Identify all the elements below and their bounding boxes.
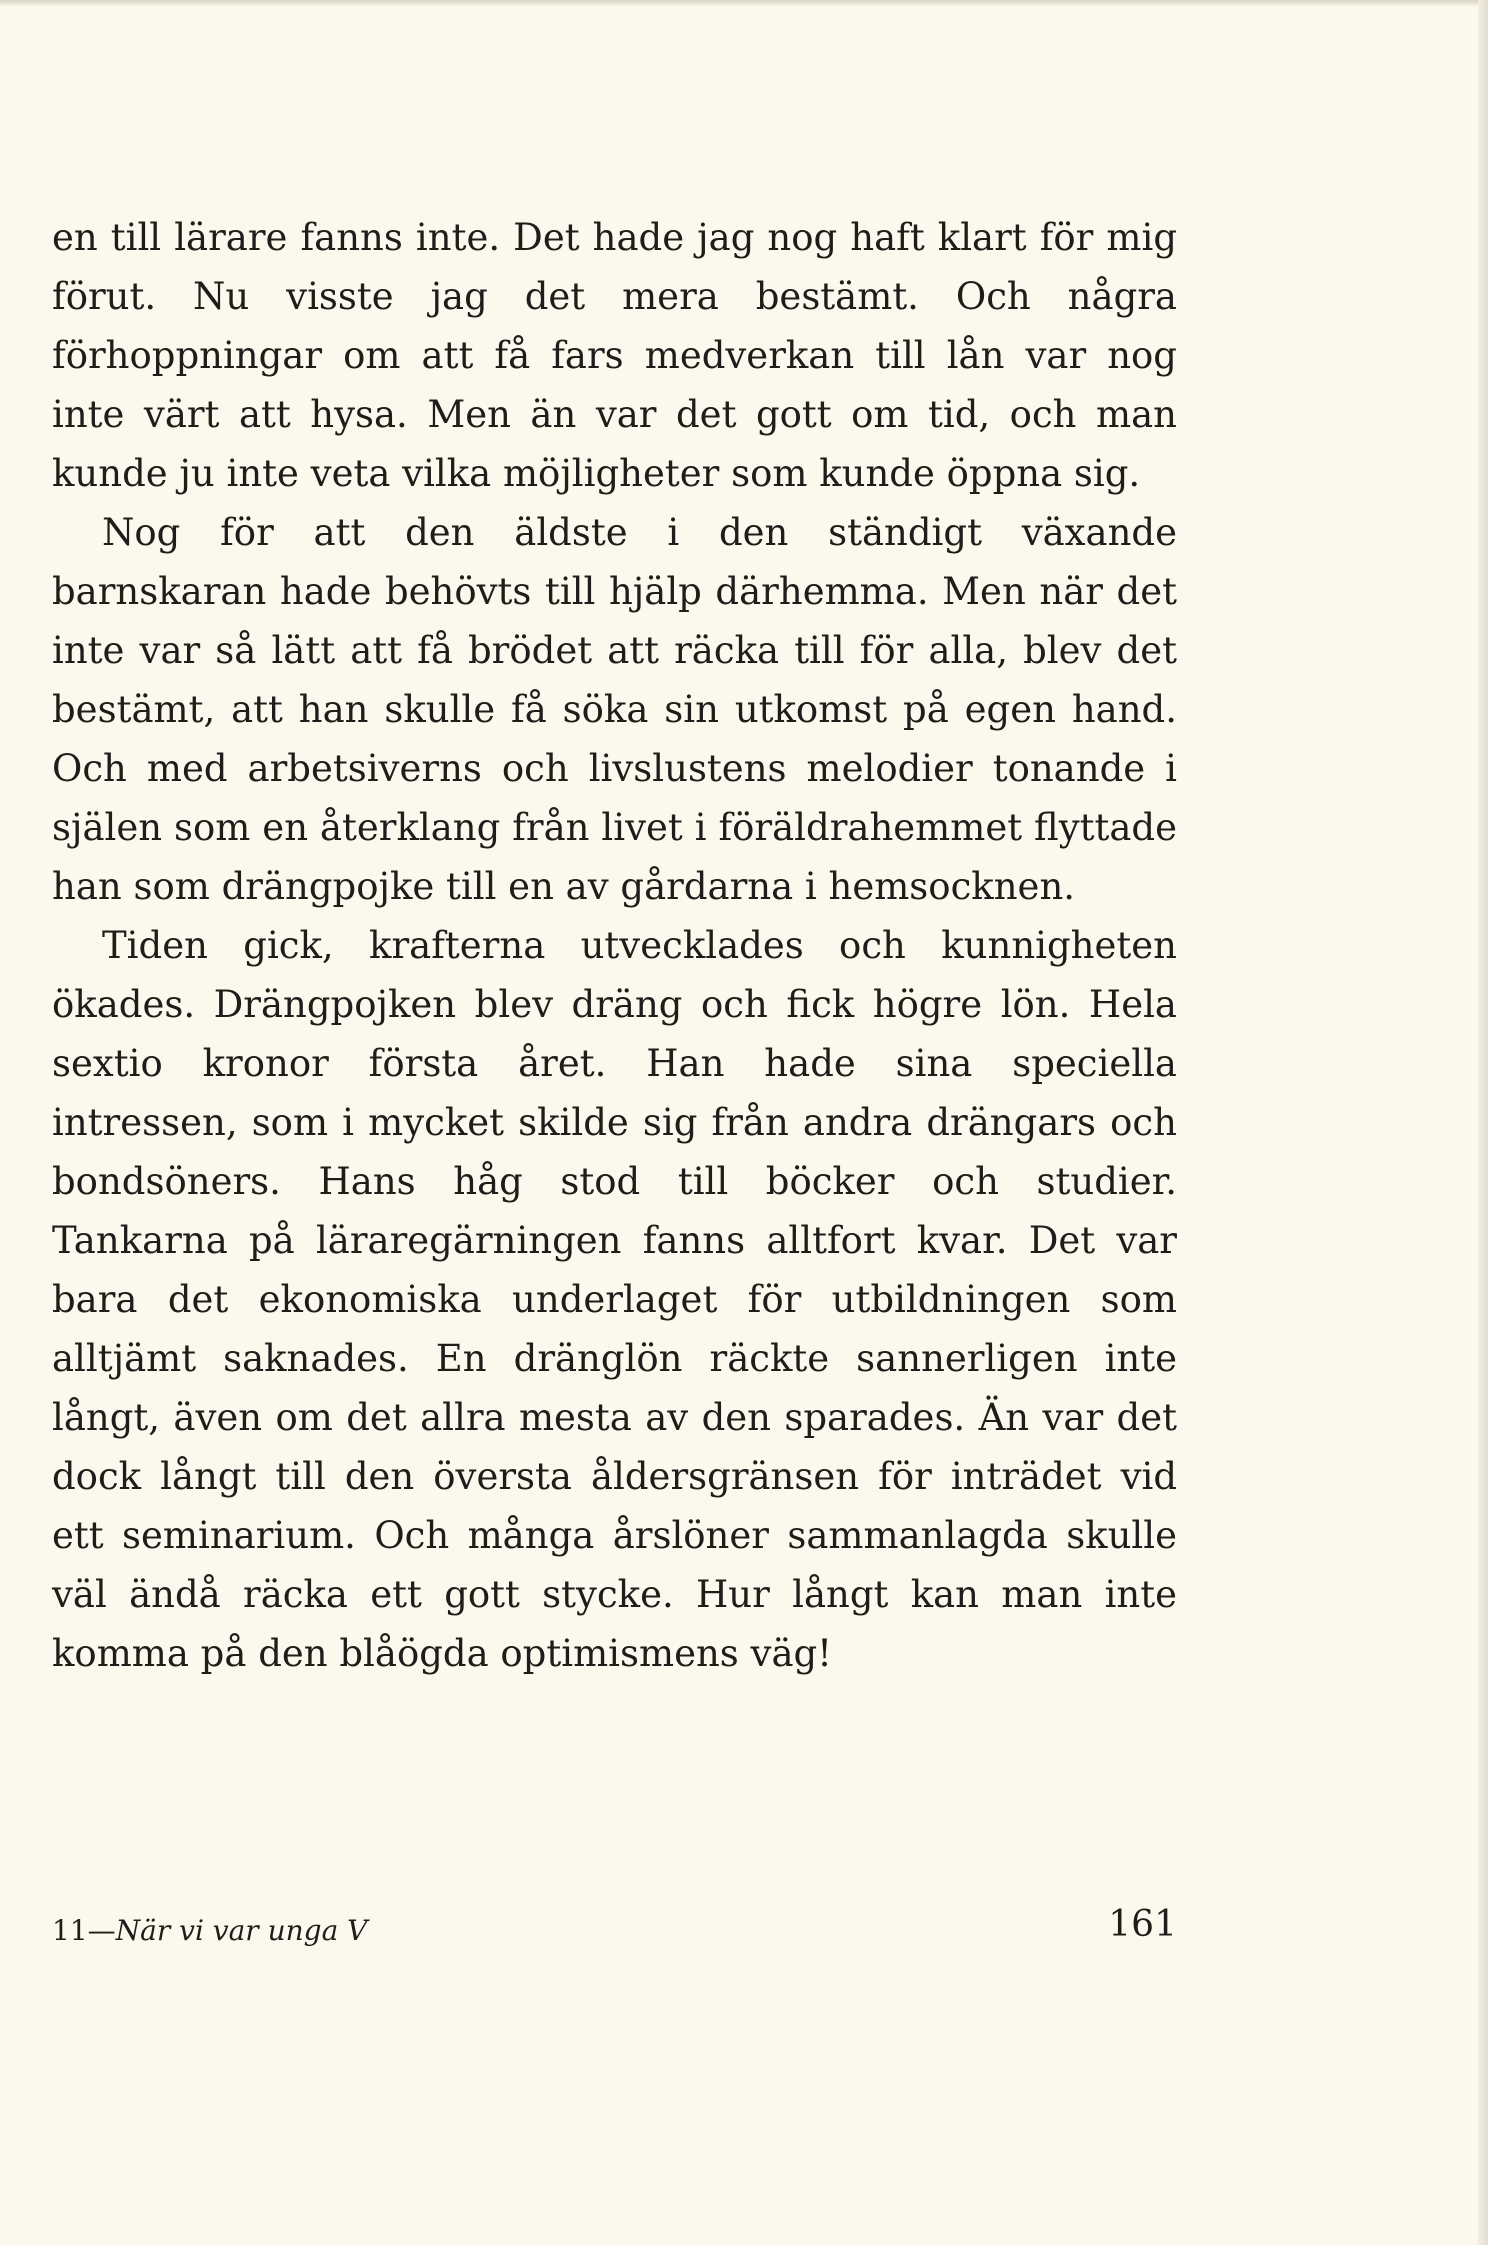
body-text — [52, 208, 1177, 1683]
footer-signature — [52, 1914, 367, 1947]
signature-number: 11— — [52, 1914, 116, 1947]
page-right-edge — [1478, 0, 1488, 2245]
page-number: 161 — [1108, 1904, 1177, 1945]
series-title: När vi var unga V — [115, 1914, 368, 1947]
page-footer — [52, 1904, 1177, 1954]
paragraph-2: Nog för att den äldste i den ständigt växande barnskaran hade behövts till hjälp därhemma. Men när det inte var så lätt att få brödet att räcka till för alla, blev det bestämt, att han skulle få söka sin utkomst på egen hand. Och med arbetsiverns och livslustens melodier tonande i själen som en återklang från livet i föräldrahemmet flyttade han som drängpojke till en av gårdarna i hemsocknen. — [52, 511, 1177, 908]
page-top-edge — [0, 0, 1488, 6]
paragraph-1: en till lärare fanns inte. Det hade jag nog haft klart för mig förut. Nu visste jag det mera bestämt. Och några förhoppningar om att få fars medverkan till lån var nog inte värt att hysa. Men än var det gott om tid, och man kunde ju inte veta vilka möjligheter som kunde öppna sig. — [52, 216, 1177, 495]
paragraph-3: Tiden gick, krafterna utvecklades och kunnigheten ökades. Drängpojken blev dräng och fick högre lön. Hela sextio kronor första året. Han hade sina speciella intressen, som i mycket skilde sig från andra drängars och bondsöners. Hans håg stod till böcker och studier. Tankarna på läraregärningen fanns alltfort kvar. Det var bara det ekonomiska underlaget för utbildningen som alltjämt saknades. En dränglön räckte sannerligen inte långt, även om det allra mesta av den sparades. Än var det dock långt till den översta åldersgränsen för inträdet vid ett seminarium. Och många årslöner sammanlagda skulle väl ändå räcka ett gott stycke. Hur långt kan man inte komma på den blåögda optimismens väg! — [52, 924, 1177, 1675]
